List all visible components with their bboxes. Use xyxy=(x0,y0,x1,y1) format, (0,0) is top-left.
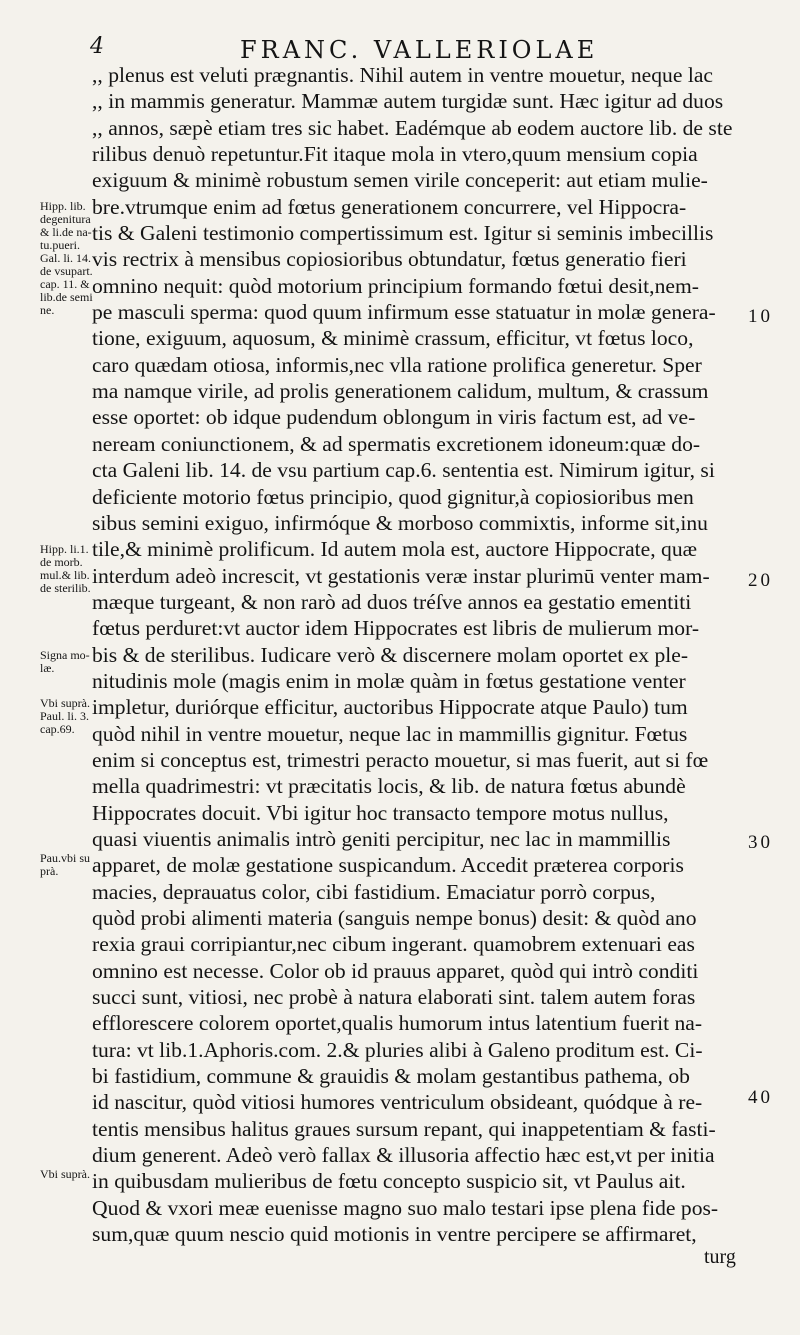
text-line: dium generent. Adeò verò fallax & illusoria affectio hæc est,vt per initia xyxy=(92,1143,715,1168)
margin-note xyxy=(40,697,120,736)
text-line: deficiente motorio fœtus principio, quod gignitur,à copiosioribus men xyxy=(92,484,694,509)
text-line: quasi viuentis animalis intrò geniti percipitur, nec lac in mammillis xyxy=(92,826,671,851)
running-head: FRANC. VALLERIOLAE xyxy=(240,36,599,64)
text-line: apparet, de molæ gestatione suspicandum. Accedit præterea corporis xyxy=(92,853,684,878)
text-line: tile,& minimè prolificum. Id autem mola est, auctore Hippocrate, quæ xyxy=(92,537,698,562)
margin-note-line: Hipp. li.1. xyxy=(40,542,89,556)
text-line: quòd nihil in ventre mouetur, neque lac in mammillis gignitur. Fœtus xyxy=(92,721,688,746)
margin-note xyxy=(40,649,120,675)
margin-note-line: Signa mo- xyxy=(40,648,90,662)
text-line: succi sunt, vitiosi, nec probè à natura elaborati sint. talem autem foras xyxy=(92,985,696,1010)
text-line: enim si conceptus est, trimestri peracto mouetur, si mas fuerit, aut si fœ xyxy=(92,747,709,772)
margin-note-line: Gal. li. 14. xyxy=(40,251,91,265)
margin-note-line: prà. xyxy=(40,864,59,878)
text-line: tura: vt lib.1.Aphoris.com. 2.& pluries alibi à Galeno proditum est. Ci- xyxy=(92,1037,703,1062)
text-line: rexia graui corripiantur,nec cibum ingerant. quamobrem extenuari eas xyxy=(92,932,695,957)
text-line: vis rectrix à mensibus copiosioribus obtundatur, fœtus generatio fieri xyxy=(92,247,687,272)
text-line: quòd probi alimenti materia (sanguis nempe bonus) desit: & quòd ano xyxy=(92,906,697,930)
margin-note xyxy=(40,852,120,878)
text-line: interdum adeò increscit, vt gestationis veræ instar plurimū venter mam- xyxy=(92,563,710,588)
text-line: tis & Galeni testimonio compertissimum est. Igitur si seminis imbecillis xyxy=(92,221,714,246)
text-line: ,, plenus est veluti prægnantis. Nihil autem in ventre mouetur, neque lac xyxy=(92,63,714,87)
text-line: in quibusdam mulieribus de fœtu concepto suspicio sit, vt Paulus ait. xyxy=(92,1169,686,1194)
margin-note-line: ne. xyxy=(40,303,55,317)
text-line: Hippocrates docuit. Vbi igitur hoc transacto tempore motus nullus, xyxy=(92,800,669,825)
text-line: tione, exiguum, aquosum, & minimè crassum, efficitur, vt fœtus loco, xyxy=(92,326,694,351)
line-number-30: 30 xyxy=(748,832,773,853)
text-line: macies, deprauatus color, cibi fastidium. Emaciatur porrò corpus, xyxy=(92,879,656,904)
text-line: ,, in mammis generatur. Mammæ autem turgidæ sunt. Hæc igitur ad duos xyxy=(92,89,724,114)
text-line: mella quadrimestri: vt præcitatis locis, & lib. de natura fœtus abundè xyxy=(92,774,686,799)
margin-note-line: lib.de semi xyxy=(40,290,93,304)
page-number: 4 xyxy=(90,34,104,59)
margin-note-line: Pau.vbi su xyxy=(40,851,91,865)
text-line: rilibus denuò repetuntur.Fit itaque mola in vtero,quum mensium copia xyxy=(92,142,698,167)
text-line: omnino nequit: quòd motorium principium formando fœtui desit,nem- xyxy=(92,273,699,298)
margin-note-line: tu.pueri. xyxy=(40,238,80,252)
margin-note xyxy=(40,1168,120,1181)
margin-note-line: cap. 11. & xyxy=(40,277,90,291)
text-line: exiguum & minimè robustum semen virile conceperit: aut etiam mulie- xyxy=(92,168,708,193)
margin-note-line: de morb. xyxy=(40,555,83,569)
text-line: caro quædam otiosa, informis,nec vlla ratione prolifica generetur. Sper xyxy=(92,352,702,377)
margin-note-line: & li.de na- xyxy=(40,225,92,239)
margin-note-line: cap.69. xyxy=(40,722,75,736)
text-line: omnino est necesse. Color ob id prauus apparet, quòd qui intrò conditi xyxy=(92,958,699,983)
margin-note-line: mul.& lib. xyxy=(40,568,90,582)
text-line: impletur, duriórque efficitur, auctoribus Hippocrate atque Paulo) tum xyxy=(92,695,688,720)
margin-note-line: Paul. li. 3. xyxy=(40,709,90,723)
text-line: Quod & vxori meæ euenisse magno suo malo testari ipse plena fide pos- xyxy=(92,1195,719,1220)
text-line: pe masculi sperma: quod quum infirmum esse statuatur in molæ genera- xyxy=(92,300,716,325)
text-line: neream coniunctionem, & ad spermatis excretionem idoneum:quæ do- xyxy=(92,431,701,456)
margin-note-line: Vbi suprà. xyxy=(40,1167,90,1181)
catchword: turg xyxy=(704,1246,736,1268)
margin-note-line: Vbi suprà. xyxy=(40,696,90,710)
text-line: ,, annos, sæpè etiam tres sic habet. Eadémque ab eodem auctore lib. de ste xyxy=(92,115,733,140)
text-line: bis & de sterilibus. Iudicare verò & discernere molam oportet ex ple- xyxy=(92,642,689,667)
text-line: fœtus perduret:vt auctor idem Hippocrates est libris de mulierum mor- xyxy=(92,616,700,641)
text-line: sum,quæ quum nescio quid motionis in ventre percipere se affirmaret, xyxy=(92,1222,697,1247)
margin-note xyxy=(40,543,120,595)
text-line: bi fastidium, commune & grauidis & molam gestantibus pathema, ob xyxy=(92,1064,690,1089)
line-number-40: 40 xyxy=(748,1087,773,1108)
line-number-20: 20 xyxy=(748,570,773,591)
text-line: efflorescere colorem oportet,qualis humorum intus latentium fuerit na- xyxy=(92,1011,703,1036)
text-line: bre.vtrumque enim ad fœtus generationem concurrere, vel Hippocra- xyxy=(92,194,687,219)
text-line: tentis mensibus halitus graues sursum repant, qui inappetentiam & fasti- xyxy=(92,1116,716,1141)
text-line: ma namque virile, ad prolis generationem calidum, multum, & crassum xyxy=(92,379,709,404)
margin-note xyxy=(40,200,120,317)
margin-note-line: de sterilib. xyxy=(40,581,91,595)
margin-note-line: Hipp. lib. xyxy=(40,199,86,213)
margin-note-line: læ. xyxy=(40,661,55,675)
text-line: sibus semini exiguo, infirmóque & morboso commixtis, informe sit,inu xyxy=(92,510,708,535)
main-text xyxy=(92,62,742,1247)
text-line: cta Galeni lib. 14. de vsu partium cap.6. sententia est. Nimirum igitur, si xyxy=(92,458,715,483)
text-line: id nascitur, quòd vitiosi humores ventriculum obsideant, quódque à re- xyxy=(92,1090,703,1115)
text-line: nitudinis mole (magis enim in molæ quàm in fœtus gestatione venter xyxy=(92,668,686,693)
margin-note-line: degenitura xyxy=(40,212,91,226)
text-line: mæque turgeant, & non rarò ad duos tréſve annos ea gestatio ementiti xyxy=(92,589,692,614)
line-number-10: 10 xyxy=(748,306,773,327)
text-line: esse oportet: ob idque pudendum oblongum in viris factum est, ad ve- xyxy=(92,405,696,430)
margin-note-line: de vsupart. xyxy=(40,264,93,278)
